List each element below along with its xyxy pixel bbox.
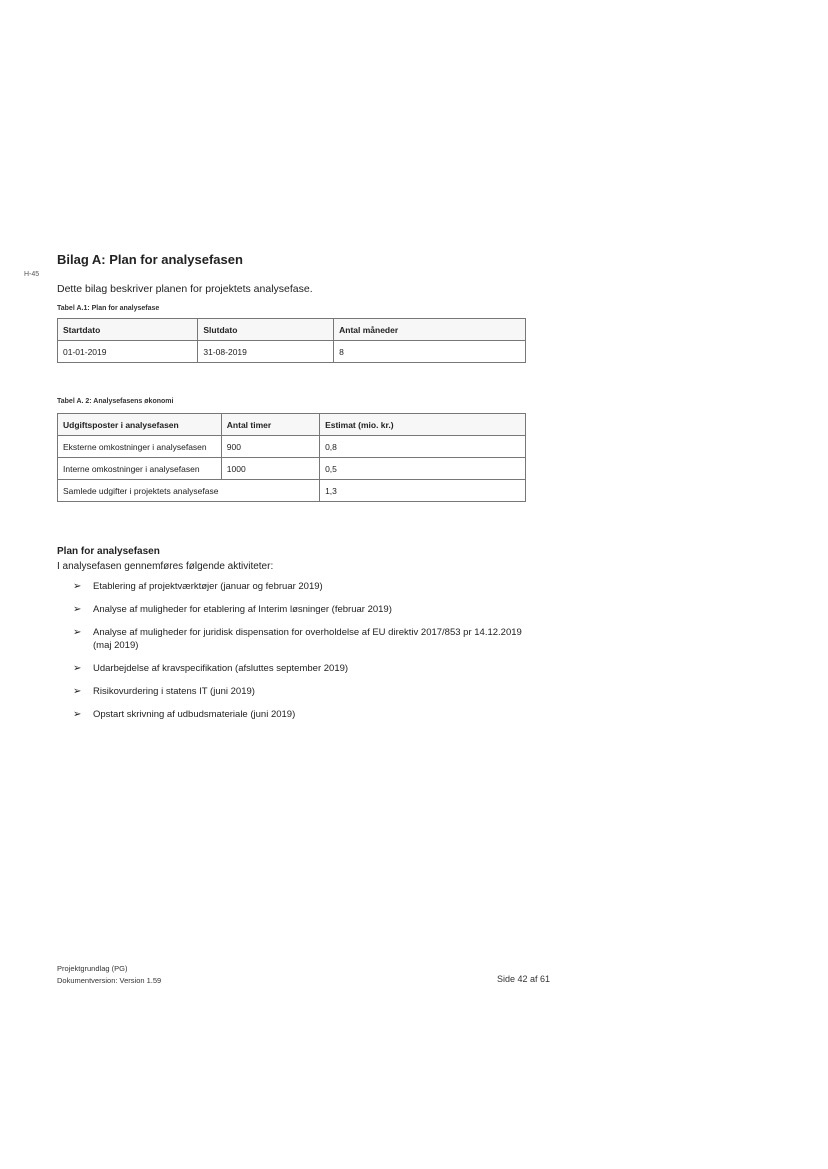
table-header-cell: Antal måneder (334, 319, 526, 341)
table-cell: 1,3 (320, 480, 526, 502)
table-header-cell: Estimat (mio. kr.) (320, 414, 526, 436)
arrow-bullet-icon: ➢ (73, 627, 82, 638)
footer-document-info (57, 963, 161, 987)
activity-list (73, 580, 523, 731)
table-cell: 01-01-2019 (58, 341, 198, 363)
page-number: Side 42 af 61 (497, 974, 551, 984)
section-title: Plan for analysefasen (57, 546, 160, 557)
table1-caption: Tabel A.1: Plan for analysefase (57, 305, 160, 312)
list-item (73, 580, 523, 593)
table-row (58, 436, 526, 458)
economy-table (57, 413, 526, 502)
list-item-text: Risikovurdering i statens IT (juni 2019) (93, 686, 255, 697)
list-item-text: Analyse af muligheder for juridisk dispensation for overholdelse af EU direktiv 2017/853 pr 14.12.2019 (maj 2019) (93, 627, 522, 651)
list-item-text: Analyse af muligheder for etablering af Interim løsninger (februar 2019) (93, 604, 392, 615)
list-item-text: Etablering af projektværktøjer (januar og februar 2019) (93, 581, 323, 592)
section-intro: I analysefasen gennemføres følgende aktiviteter: (57, 561, 274, 572)
table-header-row (58, 414, 526, 436)
table-cell: 900 (221, 436, 319, 458)
table-cell: Samlede udgifter i projektets analysefase (58, 480, 320, 502)
list-item (73, 603, 523, 616)
arrow-bullet-icon: ➢ (73, 663, 82, 674)
table-row (58, 458, 526, 480)
table-cell: Interne omkostninger i analysefasen (58, 458, 222, 480)
arrow-bullet-icon: ➢ (73, 581, 82, 592)
table2-caption: Tabel A. 2: Analysefasens økonomi (57, 398, 174, 405)
table-header-cell: Antal timer (221, 414, 319, 436)
list-item (73, 626, 523, 652)
table-cell: 0,8 (320, 436, 526, 458)
table-cell: 31-08-2019 (198, 341, 334, 363)
table-total-row (58, 480, 526, 502)
list-item (73, 662, 523, 675)
plan-table (57, 318, 526, 363)
margin-note: H-45 (24, 271, 40, 278)
footer-line: Dokumentversion: Version 1.59 (57, 976, 162, 985)
list-item-text: Opstart skrivning af udbudsmateriale (juni 2019) (93, 709, 296, 720)
table-cell: Eksterne omkostninger i analysefasen (58, 436, 222, 458)
footer-line: Projektgrundlag (PG) (57, 964, 128, 973)
intro-text: Dette bilag beskriver planen for projektets analysefase. (57, 283, 313, 295)
table-row (58, 341, 526, 363)
arrow-bullet-icon: ➢ (73, 709, 82, 720)
table-header-cell: Startdato (58, 319, 198, 341)
table-header-cell: Slutdato (198, 319, 334, 341)
page-heading: Bilag A: Plan for analysefasen (57, 252, 243, 267)
table-cell: 0,5 (320, 458, 526, 480)
table-header-row (58, 319, 526, 341)
arrow-bullet-icon: ➢ (73, 604, 82, 615)
table-cell: 8 (334, 341, 526, 363)
list-item (73, 685, 523, 698)
list-item-text: Udarbejdelse af kravspecifikation (afsluttes september 2019) (93, 663, 349, 674)
table-header-cell: Udgiftsposter i analysefasen (58, 414, 222, 436)
arrow-bullet-icon: ➢ (73, 686, 82, 697)
table-cell: 1000 (221, 458, 319, 480)
list-item (73, 708, 523, 721)
